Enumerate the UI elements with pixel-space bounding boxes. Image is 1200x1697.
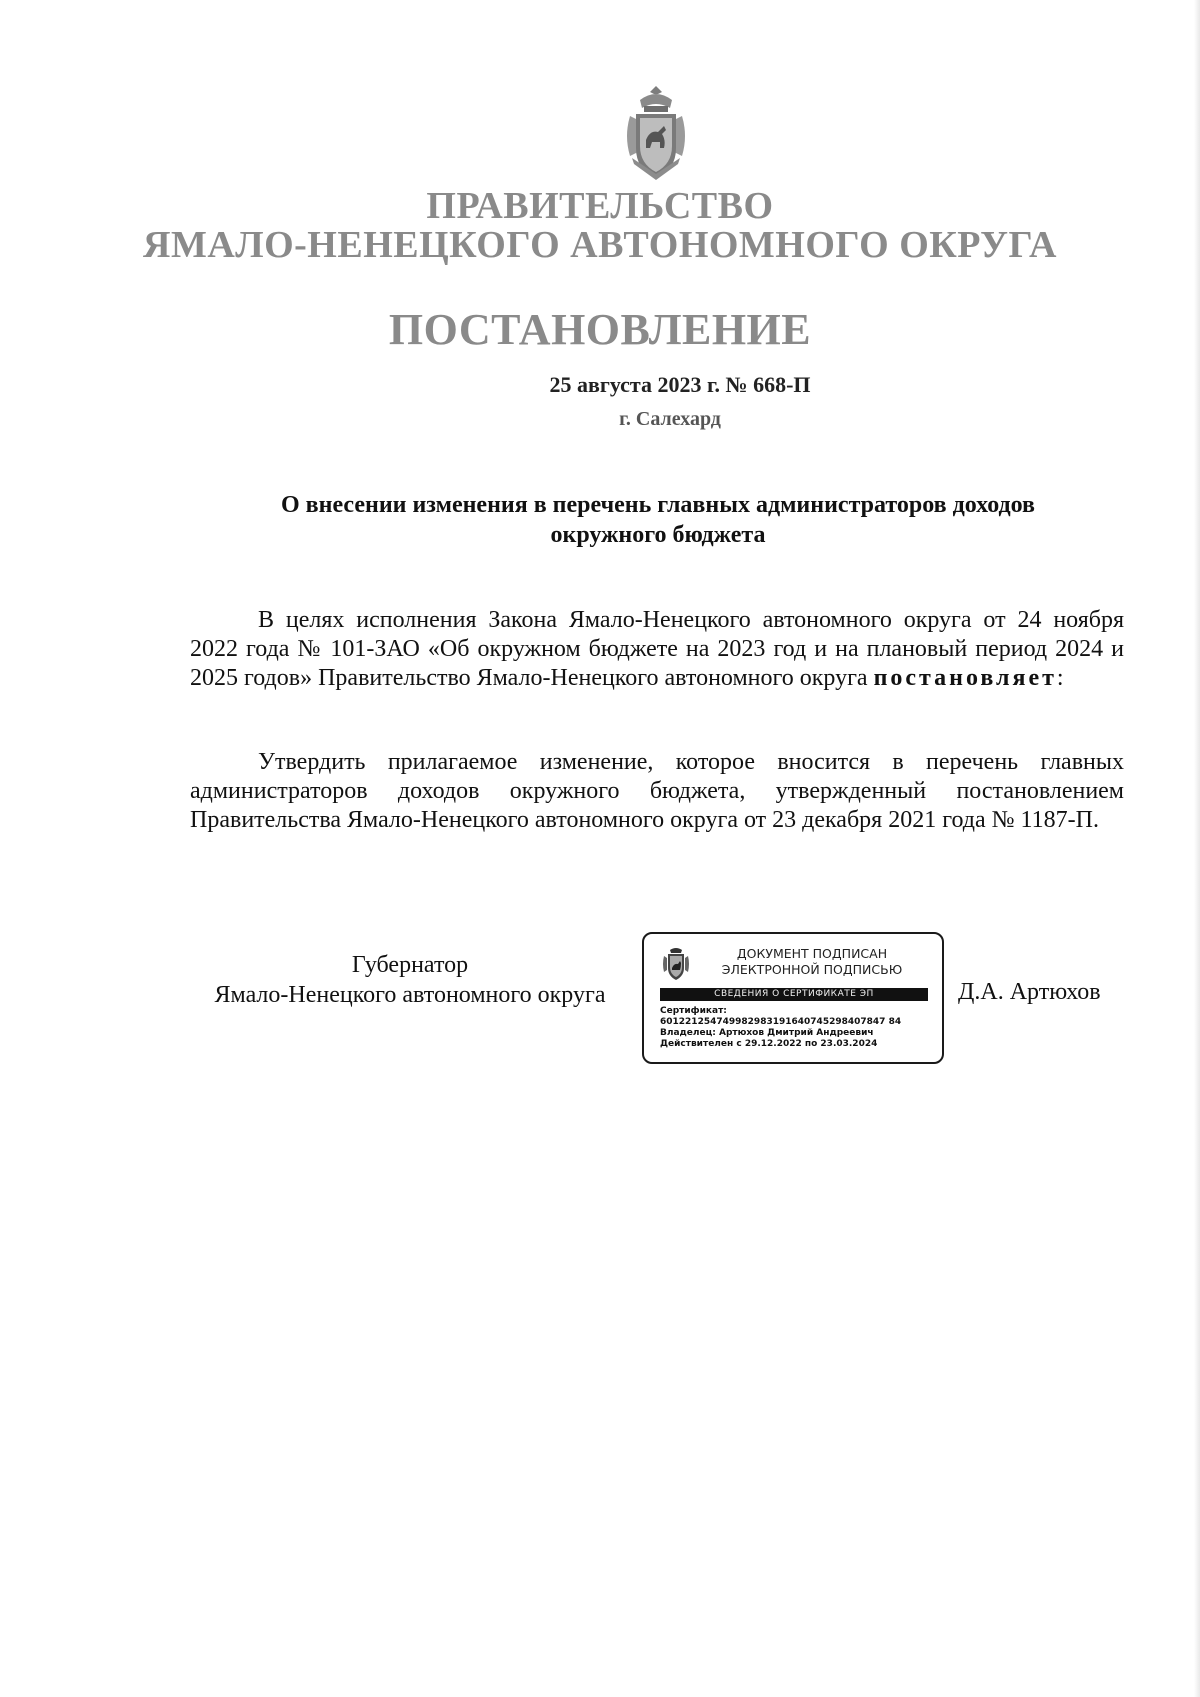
document-city: г. Салехард <box>619 408 721 430</box>
electronic-signature-stamp <box>642 932 944 1064</box>
stamp-cert-number: 601221254749982983191640745298407847 84 <box>660 1017 902 1027</box>
page-edge <box>1194 0 1200 1697</box>
position-line1: Губернатор <box>351 952 469 978</box>
subject-line1: О внесении изменения в перечень главных администраторов доходов <box>280 492 1036 518</box>
stamp-validity: Действителен с 29.12.2022 по 23.03.2024 <box>660 1039 878 1049</box>
body-paragraph-1 <box>190 606 1124 693</box>
coat-of-arms-icon <box>620 86 692 182</box>
position-line2: Ямало-Ненецкого автономного округа <box>214 982 606 1008</box>
org-name-line1: ПРАВИТЕЛЬСТВО <box>426 185 774 227</box>
stamp-emblem-icon <box>662 946 690 982</box>
stamp-title-line2: ЭЛЕКТРОННОЙ ПОДПИСЬЮ <box>721 962 903 977</box>
paragraph-1-text: В целях исполнения Закона Ямало-Ненецкого автономного округа от 24 ноября 2022 года № 101-ЗАО «Об окружном бюджете на 2023 год и на плановый период 2024 и 2025 годов» Правительство Ямало-Ненецкого автономного округа <box>190 607 1124 691</box>
stamp-cert-label: Сертификат: <box>660 1006 727 1016</box>
stamp-certificate-bar: СВЕДЕНИЯ О СЕРТИФИКАТЕ ЭП <box>660 988 928 1001</box>
subject-line2: окружного бюджета <box>550 522 766 548</box>
org-name-line2: ЯМАЛО-НЕНЕЦКОГО АВТОНОМНОГО ОКРУГА <box>143 224 1057 266</box>
paragraph-1-end: : <box>1056 665 1064 691</box>
body-paragraph-2: Утвердить прилагаемое изменение, которое вносится в перечень главных администраторов доходов окружного бюджета, утвержденный постановлением Правительства Ямало-Ненецкого автономного округа от 23 декабря 2021 года № 1187-П. <box>190 749 1124 833</box>
resolution-keyword: постановляет <box>873 665 1057 691</box>
stamp-title-line1: ДОКУМЕНТ ПОДПИСАН <box>736 946 888 961</box>
document-date-number: 25 августа 2023 г. № 668-П <box>549 372 811 397</box>
document-subject <box>190 490 1126 550</box>
signatory-name: Д.А. Артюхов <box>958 979 1101 1005</box>
document-type: ПОСТАНОВЛЕНИЕ <box>388 305 812 354</box>
stamp-owner: Владелец: Артюхов Дмитрий Андреевич <box>660 1028 874 1038</box>
stamp-title <box>696 946 928 978</box>
signatory-position <box>186 950 634 1010</box>
